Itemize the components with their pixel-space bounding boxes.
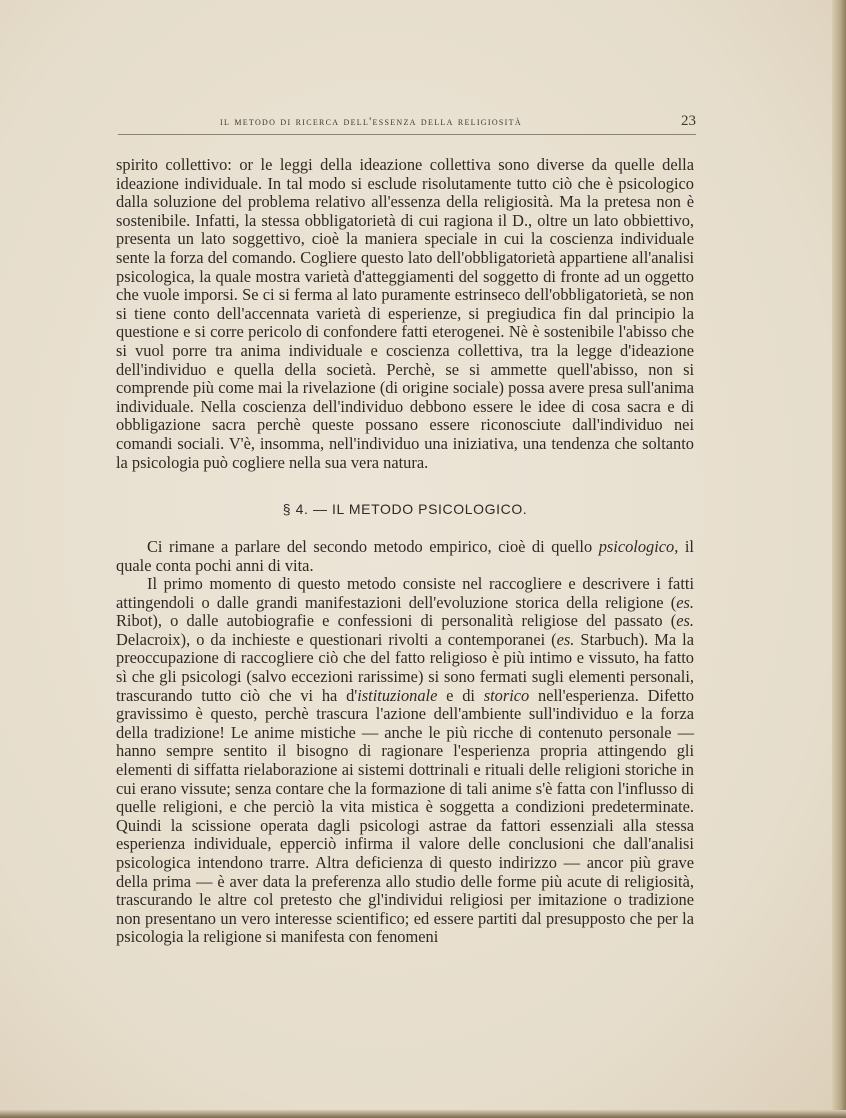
text-run: Starbuch). Ma la preoccupazione di raccogliere ciò che del fatto religioso è più intimo e vissuto, ha fatto sì che gli psicologi (salvo eccezioni rarissime) si sono fermati sugli elementi personali, trascurando tutto ciò che vi ha d'	[116, 629, 694, 705]
text-run: Ribot), o dalle autobiografie e confessioni di personalità religiose del passato (	[116, 611, 677, 631]
text-run: il quale conta pochi anni di vita.	[116, 537, 694, 575]
italic-term: storico	[483, 685, 530, 705]
text-run: Ci rimane a parlare del secondo metodo empirico, cioè di quello	[147, 537, 599, 556]
text-run: Delacroix), o da inchieste e questionari rivolti a contemporanei (	[116, 629, 557, 649]
page-number: 23	[681, 113, 696, 129]
section-number: § 4.	[282, 501, 309, 517]
paragraph-continued	[116, 156, 694, 472]
page-edge-right	[832, 0, 846, 1118]
paragraph-text: spirito collettivo: or le leggi della ideazione collettiva sono diverse da quelle della ideazione individuale. In tal modo si esclude risolutamente tutto ciò che è psicologico dalla soluzione del problema relativo all'essenza della religiosità. Ma la pretesa non è sostenibile. Infatti, la stessa obbligatorietà di cui ragiona il D., oltre un lato obbiettivo, presenta un lato soggettivo, cioè la maniera speciale in cui la coscienza individuale sente la forza del comando. Cogliere questo lato dell'obbligatorietà appartiene all'analisi psicologica, la quale mostra varietà d'atteggiamenti del soggetto di fronte ad un oggetto che vuole imporsi. Se ci si ferma al lato puramente estrinseco dell'obbligatorietà, se non si tiene conto dell'accennata varietà di esperienze, si pregiudica fin dal principio la questione e si corre pericolo di confondere fatti eterogenei. Nè è sostenibile l'abisso che si vuol porre tra anima individuale e coscienza collettiva, tra la legge d'ideazione dell'individuo e quella della società. Perchè, se si ammette quell'abisso, non si comprende più come mai la rivelazione (di origine sociale) possa avere presa sull'anima individuale. Nella coscienza dell'individuo debbono essere le idee di cosa sacra e di obbligazione sacra perchè queste possano essere riconosciute dall'individuo nei comandi sociali. V'è, insomma, nell'individuo una iniziativa, una tendenza che soltanto la psicologia può cogliere nella sua vera natura.	[116, 155, 694, 472]
page-edge-bottom	[0, 1110, 846, 1118]
section-heading	[116, 501, 694, 517]
text-run: nell'esperienza. Difetto gravissimo è questo, perchè trascura l'azione dell'ambiente sull'individuo e la forza della tradizione! Le anime mistiche — anche le più ricche di contenuto personale — hanno sempre sentito il bisogno di ragionare l'esperienza propria attingendo gli elementi di siffatta rielaborazione ai sistemi dottrinali e rituali delle religioni storiche in cui erano vissute; senza contare che la formazione di tali anime s'è fatta con l'influsso di quelle religioni, e che perciò la vita mistica è soggetta a condizioni predeterminate. Quindi la scissione operata dagli psicologi astrae da fattori essenziali alla stessa esperienza individuale, epperciò infirma il valore delle conclusioni che dall'analisi psicologica intendono trarre. Altra deficienza di questo indirizzo — ancor più grave della prima — è aver data la preferenza allo studio delle forme più acute di religiosità, trascurando le altre col pretesto che gl'individui religiosi per imitazione o tradizione non presentano un vero interesse scientifico; ed essere partiti dal presupposto che per la psicologia la religione si manifesta con fenomeni	[116, 685, 694, 947]
italic-term: psicologico,	[598, 537, 679, 556]
paragraph-method	[116, 575, 694, 947]
italic-abbrev: es.	[676, 611, 694, 631]
paragraph-text	[116, 575, 694, 947]
running-header	[118, 112, 696, 134]
italic-abbrev: es.	[556, 629, 575, 649]
italic-abbrev: es.	[676, 592, 694, 612]
running-title: il metodo di ricerca dell'essenza della religiosità	[220, 116, 522, 128]
italic-term: istituzionale	[357, 685, 438, 705]
paragraph-intro	[116, 538, 694, 575]
section-title: — IL METODO PSICOLOGICO.	[312, 501, 528, 517]
text-run: Il primo momento di questo metodo consiste nel raccogliere e descrivere i fatti attingendoli o dalle grandi manifestazioni dell'evoluzione storica della religione (	[116, 574, 694, 612]
header-rule	[118, 134, 696, 135]
text-run: e di	[437, 685, 484, 705]
